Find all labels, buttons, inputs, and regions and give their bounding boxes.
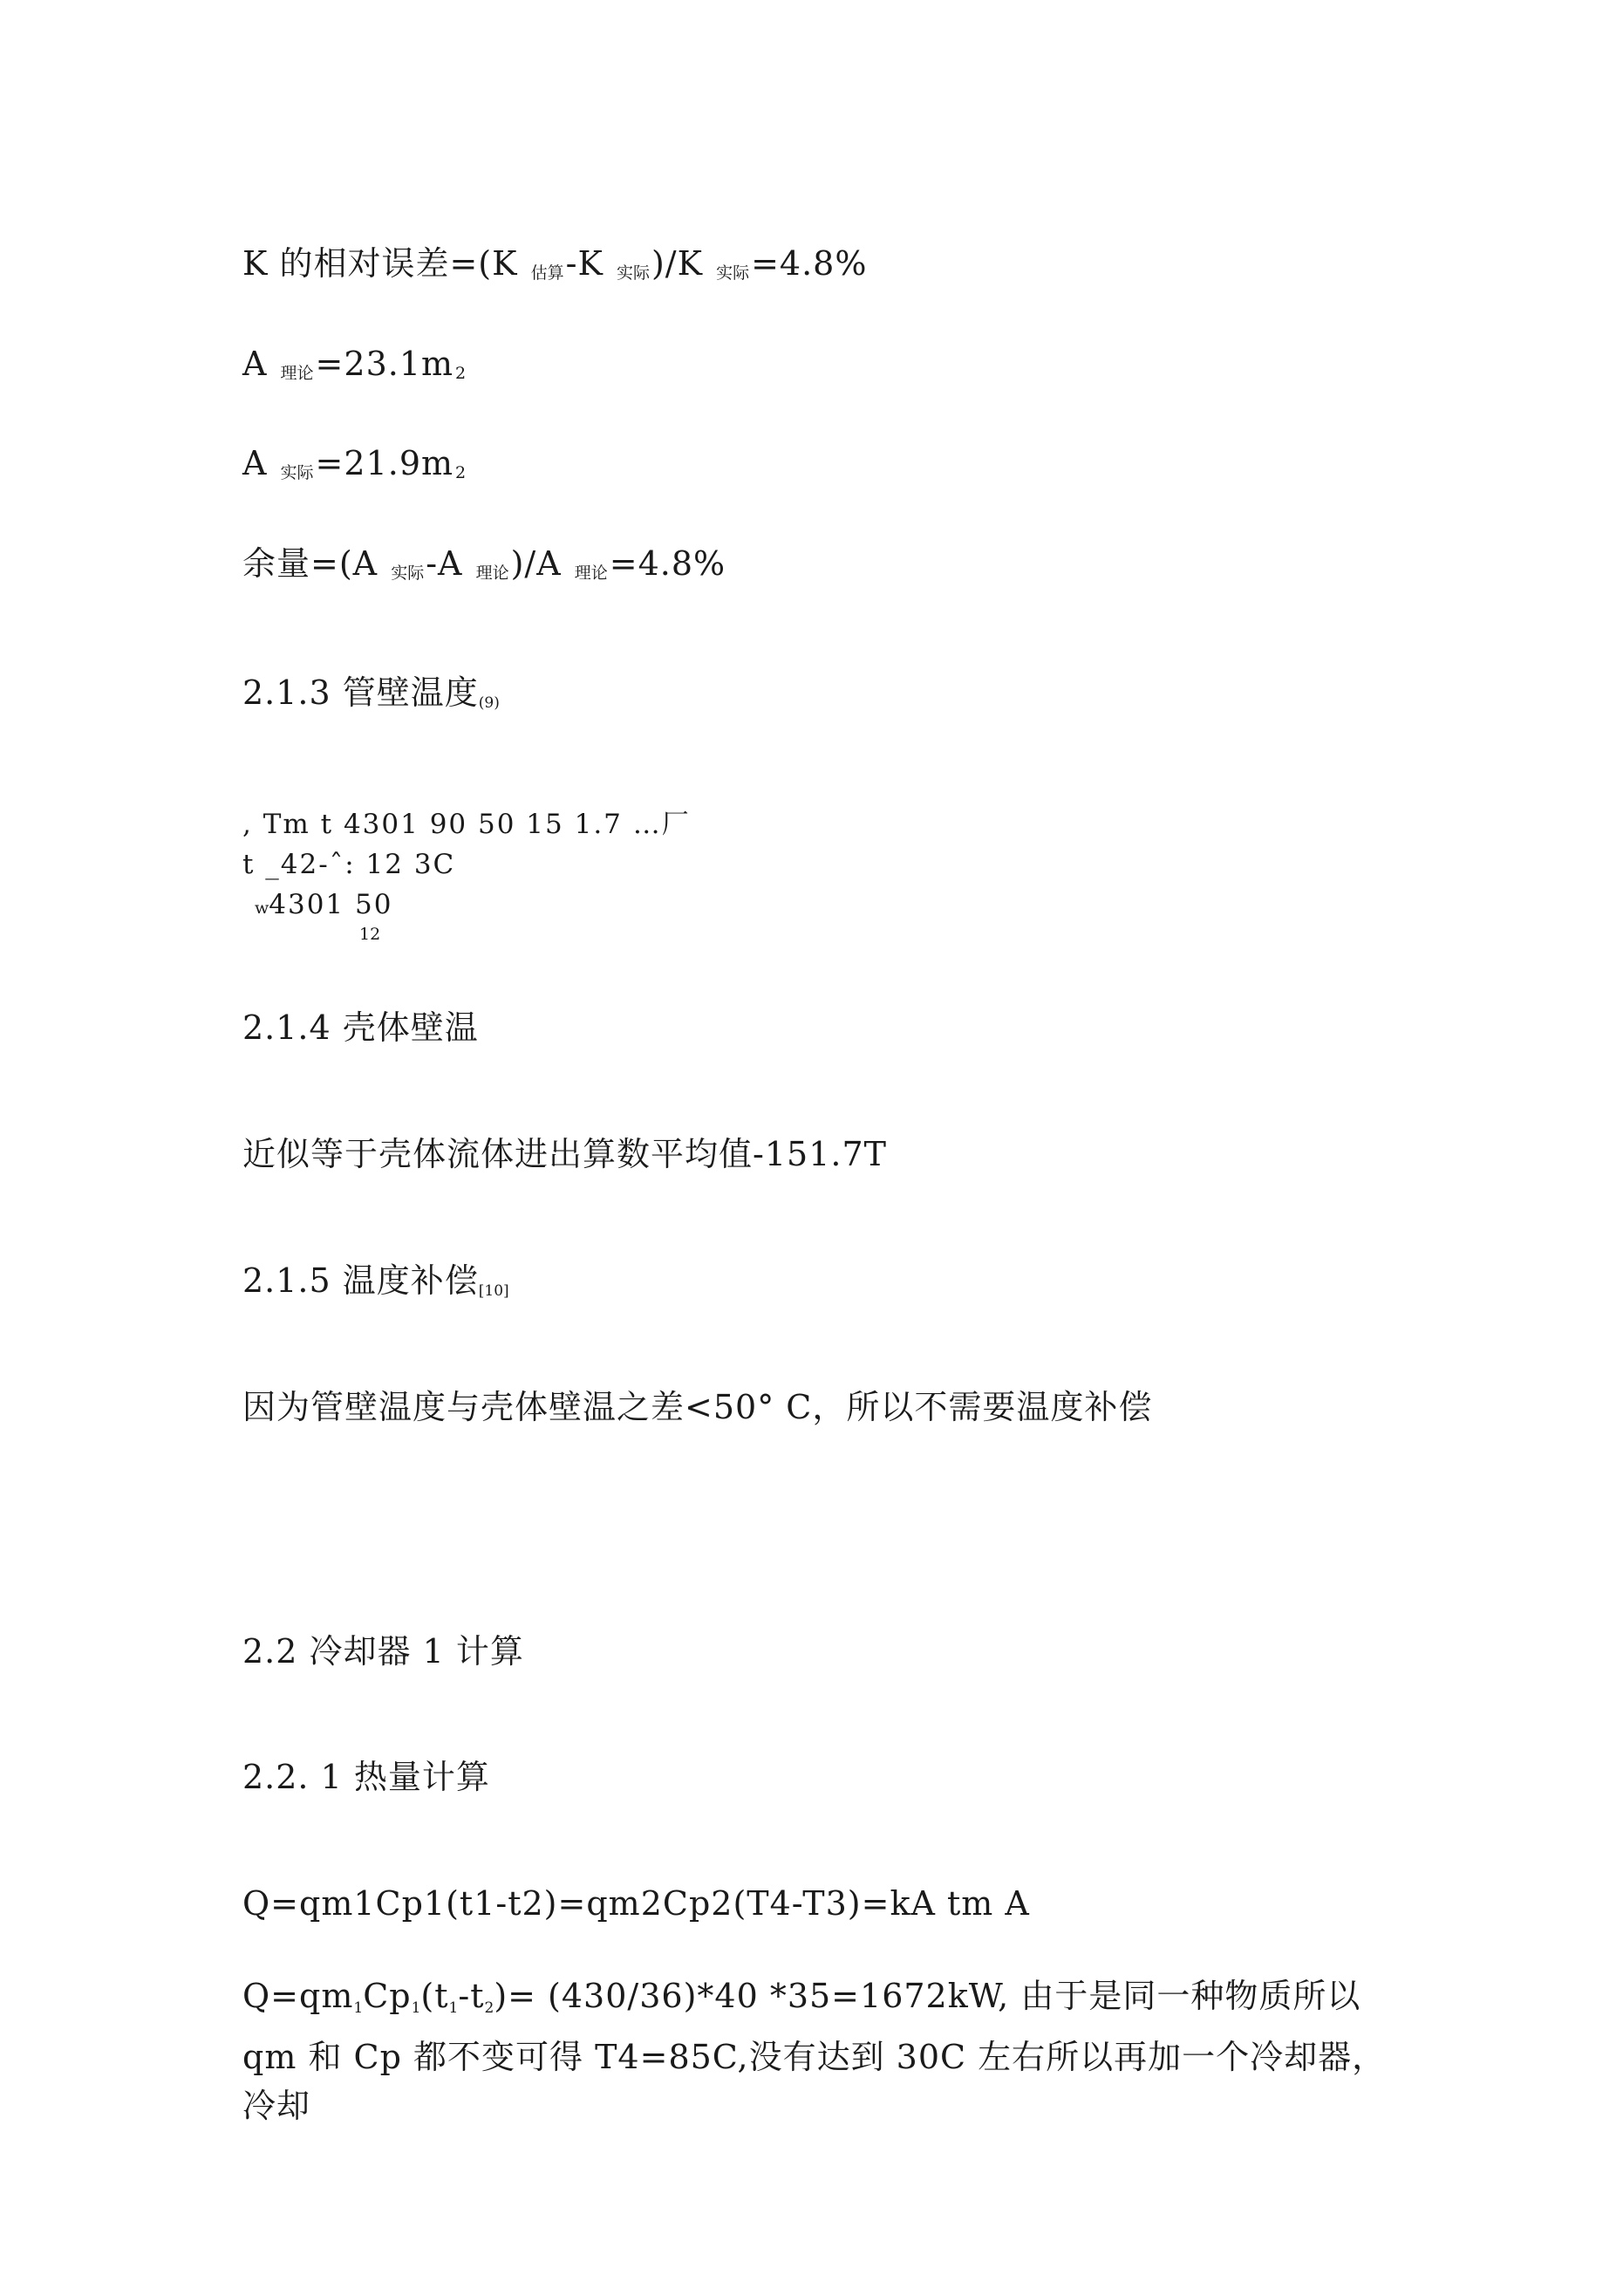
heat-calculation-paragraph — [242, 1971, 1402, 2130]
text-run: =4.8% — [609, 544, 726, 583]
temperature-compensation-text: 因为管壁温度与壳体壁温之差<50° C，所以不需要温度补偿 — [242, 1388, 1153, 1426]
text-run: =21.9m — [315, 444, 454, 482]
reference-marker: (9) — [478, 694, 500, 712]
subscript: 理论 — [574, 564, 608, 583]
subscript: 2 — [484, 1999, 494, 2017]
text-run: 余量=(A — [242, 544, 390, 583]
a-theory-line — [242, 347, 467, 382]
text-run: )= (430/36)*40 *35=1672kW, 由于是同一种物质所以 qm 和 Cp 都不变可得 T4=85C,没有达到 30C 左右所以再加一个冷却器，冷却 — [242, 1977, 1387, 2125]
subscript: w — [255, 899, 269, 918]
section-heading-2-1-3 — [242, 673, 500, 712]
subscript: 实际 — [716, 263, 750, 283]
formula-line-4: 12 — [359, 925, 381, 944]
reference-marker: [10] — [478, 1282, 509, 1300]
text-run: =23.1m — [315, 345, 454, 383]
unit-exponent: 2 — [455, 364, 467, 383]
unit-exponent: 2 — [455, 463, 467, 482]
text-run: -A — [426, 544, 474, 583]
subscript: 实际 — [280, 463, 314, 482]
subscript: 估算 — [530, 263, 564, 283]
shell-wall-temperature-text: 近似等于壳体流体进出算数平均值-151.7T — [242, 1135, 887, 1173]
subscript: 1 — [411, 1999, 421, 2017]
text-run: (t — [420, 1977, 449, 2015]
tube-wall-temperature-formula — [242, 811, 853, 942]
text-run: )/K — [651, 244, 715, 283]
subscript: 理论 — [475, 564, 509, 583]
formula-line-3 — [255, 889, 393, 920]
text-run: )/A — [510, 544, 573, 583]
heat-balance-equation: Q=qm1Cp1(t1-t2)=qm2Cp2(T4-T3)=kA tm A — [242, 1884, 1030, 1923]
text-run: -K — [565, 244, 615, 283]
subscript: 1 — [353, 1999, 364, 2017]
heading-text: 2.1.5 温度补偿 — [242, 1261, 479, 1300]
text-run: -t — [458, 1977, 485, 2015]
text-run: =4.8% — [751, 244, 868, 283]
text-run: Cp — [363, 1977, 412, 2015]
text-run: K 的相对误差=(K — [242, 244, 529, 283]
subscript: 实际 — [616, 263, 650, 283]
subscript: 1 — [448, 1999, 459, 2017]
section-heading-2-1-4: 2.1.4 壳体壁温 — [242, 1008, 479, 1047]
text-run: 4301 50 — [269, 889, 393, 920]
k-relative-error-line — [242, 244, 868, 283]
formula-line-2: t _42-ˆ: 12 3C — [242, 849, 456, 880]
a-actual-line — [242, 444, 467, 482]
text-run: A — [242, 345, 279, 383]
section-heading-2-1-5 — [242, 1261, 509, 1300]
subscript: 实际 — [391, 564, 425, 583]
section-heading-2-2: 2.2 冷却器 1 计算 — [242, 1632, 524, 1671]
subscript: 理论 — [280, 364, 314, 383]
text-run: Q=qm — [242, 1977, 354, 2015]
heading-text: 2.1.3 管壁温度 — [242, 673, 479, 712]
margin-line — [242, 544, 726, 583]
text-run: A — [242, 444, 279, 482]
section-heading-2-2-1: 2.2. 1 热量计算 — [242, 1758, 490, 1796]
formula-line-1: , Tm t 4301 90 50 15 1.7 …厂 — [242, 809, 691, 840]
